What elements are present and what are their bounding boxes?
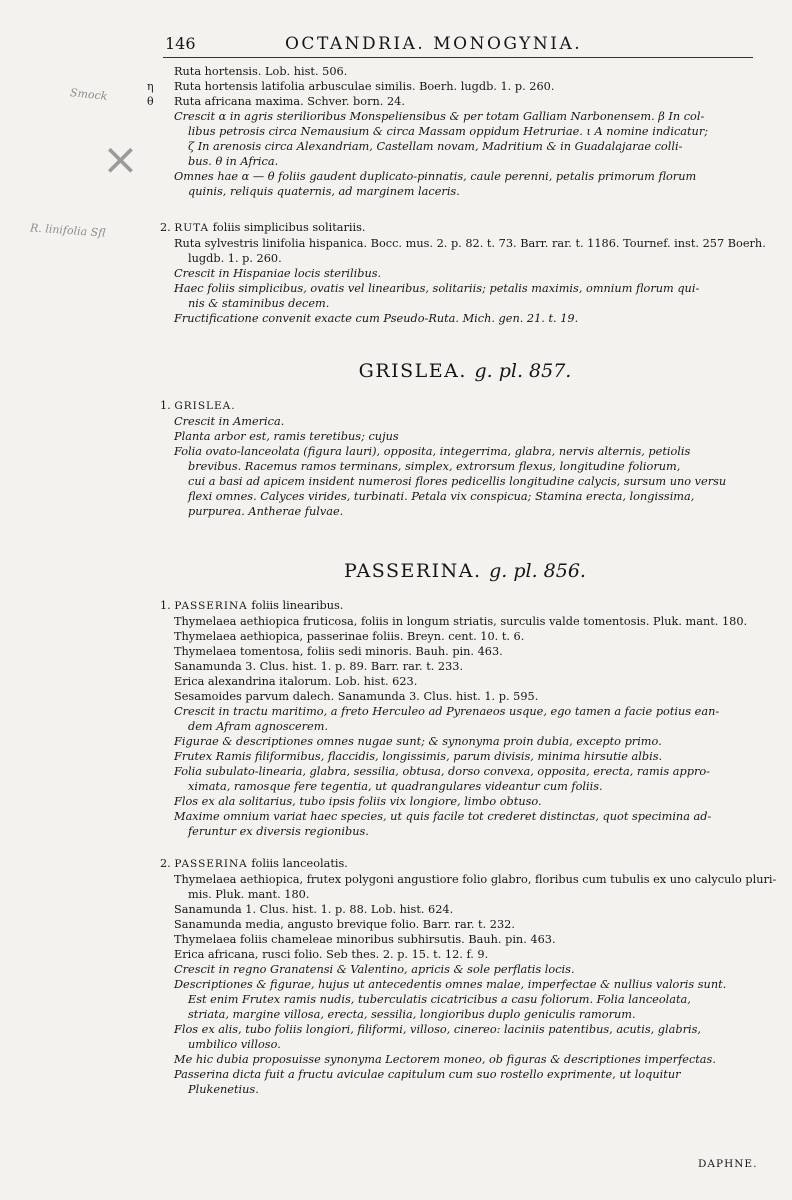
description-line: Maxime omnium variat haec species, ut quis facile tot crederet distinctas, quot specimina ad- <box>174 810 712 823</box>
header-rule <box>163 57 753 58</box>
note-line: Omnes hae α — θ foliis gaudent duplicato-pinnatis, caule perenni, petalis primorum florum <box>174 170 697 183</box>
habitat-line: bus. θ in Africa. <box>188 155 279 168</box>
description-line: Folia ovato-lanceolata (figura lauri), opposita, integerrima, glabra, nervis alternis, petiolis <box>174 445 691 458</box>
handwritten-margin-note: Smock <box>69 86 108 103</box>
description-line: Flos ex alis, tubo foliis longiori, filiformi, villoso, cinereo: laciniis patentibus, acutis, glabris, <box>174 1023 702 1036</box>
genus-title-passerina <box>160 560 770 582</box>
synonym-line: Thymelaea foliis chameleae minoribus subhirsutis. Bauh. pin. 463. <box>174 933 556 946</box>
handwritten-margin-note: R. linifolia Sfl <box>29 221 106 240</box>
species-diagnosis: foliis simplicibus solitariis. <box>212 221 366 234</box>
species-genus-name: GRISLEA. <box>174 400 236 412</box>
genus-title-grislea <box>160 360 770 382</box>
description-line: Frutex Ramis filiformibus, flaccidis, longissimis, parum divisis, minima hirsutie albis. <box>174 750 663 763</box>
synonym-text: Ruta africana maxima. Schver. born. 24. <box>174 95 405 108</box>
note-line: Fructificatione convenit exacte cum Pseudo-Ruta. Mich. gen. 21. t. 19. <box>174 312 579 325</box>
synonym-line: Sesamoides parvum dalech. Sanamunda 3. Clus. hist. 1. p. 595. <box>174 690 539 703</box>
ruta-species-2 <box>160 220 770 326</box>
synonym-line: Thymelaea aethiopica, passerinae foliis. Breyn. cent. 10. t. 6. <box>174 630 525 643</box>
species-diagnosis: foliis lanceolatis. <box>251 857 348 870</box>
variety-mark: η <box>147 80 154 93</box>
synonym-line <box>147 94 770 109</box>
habitat-line: Crescit in regno Granatensi & Valentino, apricis & sole perflatis locis. <box>174 963 575 976</box>
note-line: Haec foliis simplicibus, ovatis vel linearibus, solitariis; petalis maximis, omnium florum qui- <box>174 282 700 295</box>
habitat-line: libus petrosis circa Nemausium & circa Massam oppidum Hetruriae. ι A nomine indicatur; <box>188 125 709 138</box>
synonym-line: Sanamunda 1. Clus. hist. 1. p. 88. Lob. hist. 624. <box>174 903 454 916</box>
species-genus-name: RUTA <box>174 222 210 234</box>
habitat-line: dem Afram agnoscerem. <box>188 720 329 733</box>
catchword: DAPHNE. <box>698 1158 758 1170</box>
description-line: flexi omnes. Calyces virides, turbinati. Petala vix conspicua; Stamina erecta, longissima, <box>188 490 695 503</box>
species-heading <box>160 220 770 236</box>
description-line: Folia subulato-linearia, glabra, sessilia, obtusa, dorso convexa, opposita, erecta, ramis appro- <box>174 765 710 778</box>
species-number: 2. <box>160 857 171 870</box>
species-genus-name: PASSERINA <box>174 858 248 870</box>
synonym-line: Erica alexandrina italorum. Lob. hist. 623. <box>174 675 418 688</box>
synonym-line: lugdb. 1. p. 260. <box>188 252 282 265</box>
synonym-line <box>147 79 770 94</box>
synonym-line: Thymelaea aethiopica, frutex polygoni angustiore folio glabro, floribus cum tubulis ex uno calyculo pluri- <box>174 873 777 886</box>
description-line: Passerina dicta fuit a fructu aviculae capitulum cum suo rostello exprimente, ut loquitur <box>174 1068 681 1081</box>
description-line: Me hic dubia proposuisse synonyma Lectorem moneo, ob figuras & descriptiones imperfectas. <box>174 1053 716 1066</box>
synonym-line: Ruta hortensis. Lob. hist. 506. <box>174 65 348 78</box>
genus-reference: g. pl. 856. <box>489 560 586 582</box>
description-line: Est enim Frutex ramis nudis, tuberculatis cicatricibus a casu foliorum. Folia lanceolata, <box>188 993 691 1006</box>
description-line: Plukenetius. <box>188 1083 259 1096</box>
genus-name: PASSERINA. <box>344 560 482 582</box>
description-line: umbilico villoso. <box>188 1038 281 1051</box>
species-genus-name: PASSERINA <box>174 600 248 612</box>
description-line: Planta arbor est, ramis teretibus; cujus <box>174 430 399 443</box>
species-heading <box>160 598 770 614</box>
page-number: 146 <box>165 34 196 53</box>
description-line: striata, margine villosa, erecta, sessilia, longioribus duplo geniculis ramorum. <box>188 1008 636 1021</box>
synonym-text: Ruta hortensis latifolia arbusculae similis. Boerh. lugdb. 1. p. 260. <box>174 80 555 93</box>
description-line: feruntur ex diversis regionibus. <box>188 825 369 838</box>
genus-reference: g. pl. 857. <box>474 360 572 382</box>
description-line: Flos ex ala solitarius, tubo ipsis foliis vix longiore, limbo obtuso. <box>174 795 542 808</box>
grislea-species-1 <box>160 398 770 519</box>
description-line: Figurae & descriptiones omnes nugae sunt; & synonyma proin dubia, excepto primo. <box>174 735 662 748</box>
passerina-species-1 <box>160 598 770 839</box>
synonym-line: Sanamunda 3. Clus. hist. 1. p. 89. Barr. rar. t. 233. <box>174 660 464 673</box>
species-diagnosis: foliis linearibus. <box>251 599 344 612</box>
synonym-line: Erica africana, rusci folio. Seb thes. 2. p. 15. t. 12. f. 9. <box>174 948 489 961</box>
handwritten-cross-mark: × <box>102 134 139 185</box>
description-line: brevibus. Racemus ramos terminans, simplex, extrorsum flexus, longitudine foliorum, <box>188 460 681 473</box>
synonym-line: Thymelaea tomentosa, foliis sedi minoris. Bauh. pin. 463. <box>174 645 503 658</box>
genus-name: GRISLEA. <box>358 360 467 382</box>
description-line: Descriptiones & figurae, hujus ut antecedentis omnes malae, imperfectae & nullius valoris sunt. <box>174 978 727 991</box>
description-line: ximata, ramosque fere tegentia, ut quadrangulares videantur cum foliis. <box>188 780 603 793</box>
habitat-line: Crescit in Hispaniae locis sterilibus. <box>174 267 382 280</box>
habitat-line: Crescit α in agris sterilioribus Monspeliensibus & per totam Galliam Narbonensem. β In col- <box>174 110 705 123</box>
synonym-line: Ruta sylvestris linifolia hispanica. Bocc. mus. 2. p. 82. t. 73. Barr. rar. t. 1186. Tournef. inst. 257 Boerh. <box>174 237 766 250</box>
synonym-line: Sanamunda media, angusto brevique folio. Barr. rar. t. 232. <box>174 918 515 931</box>
ruta-continued-section <box>147 64 770 199</box>
species-number: 2. <box>160 221 171 234</box>
species-heading <box>160 856 770 872</box>
species-heading <box>160 398 770 414</box>
description-line: purpurea. Antherae fulvae. <box>188 505 344 518</box>
note-line: quinis, reliquis quaternis, ad marginem laceris. <box>188 185 460 198</box>
passerina-species-2 <box>160 856 777 1097</box>
note-line: nis & staminibus decem. <box>188 297 330 310</box>
synonym-line: mis. Pluk. mant. 180. <box>188 888 310 901</box>
variety-mark: θ <box>147 95 154 108</box>
description-line: cui a basi ad apicem insident numerosi flores pedicellis longitudine calycis, sursum uno versu <box>188 475 727 488</box>
species-number: 1. <box>160 599 171 612</box>
species-number: 1. <box>160 399 171 412</box>
habitat-line: Crescit in America. <box>174 415 285 428</box>
synonym-line: Thymelaea aethiopica fruticosa, foliis in longum striatis, surculis valde tomentosis. Pluk. mant. 180. <box>174 615 748 628</box>
page-header <box>155 30 755 60</box>
running-title: OCTANDRIA. MONOGYNIA. <box>285 34 583 54</box>
habitat-line: ζ In arenosis circa Alexandriam, Castellam novam, Madritium & in Guadalajarae colli- <box>188 140 683 153</box>
habitat-line: Crescit in tractu maritimo, a freto Herculeo ad Pyrenaeos usque, ego tamen a facie potius ean- <box>174 705 720 718</box>
